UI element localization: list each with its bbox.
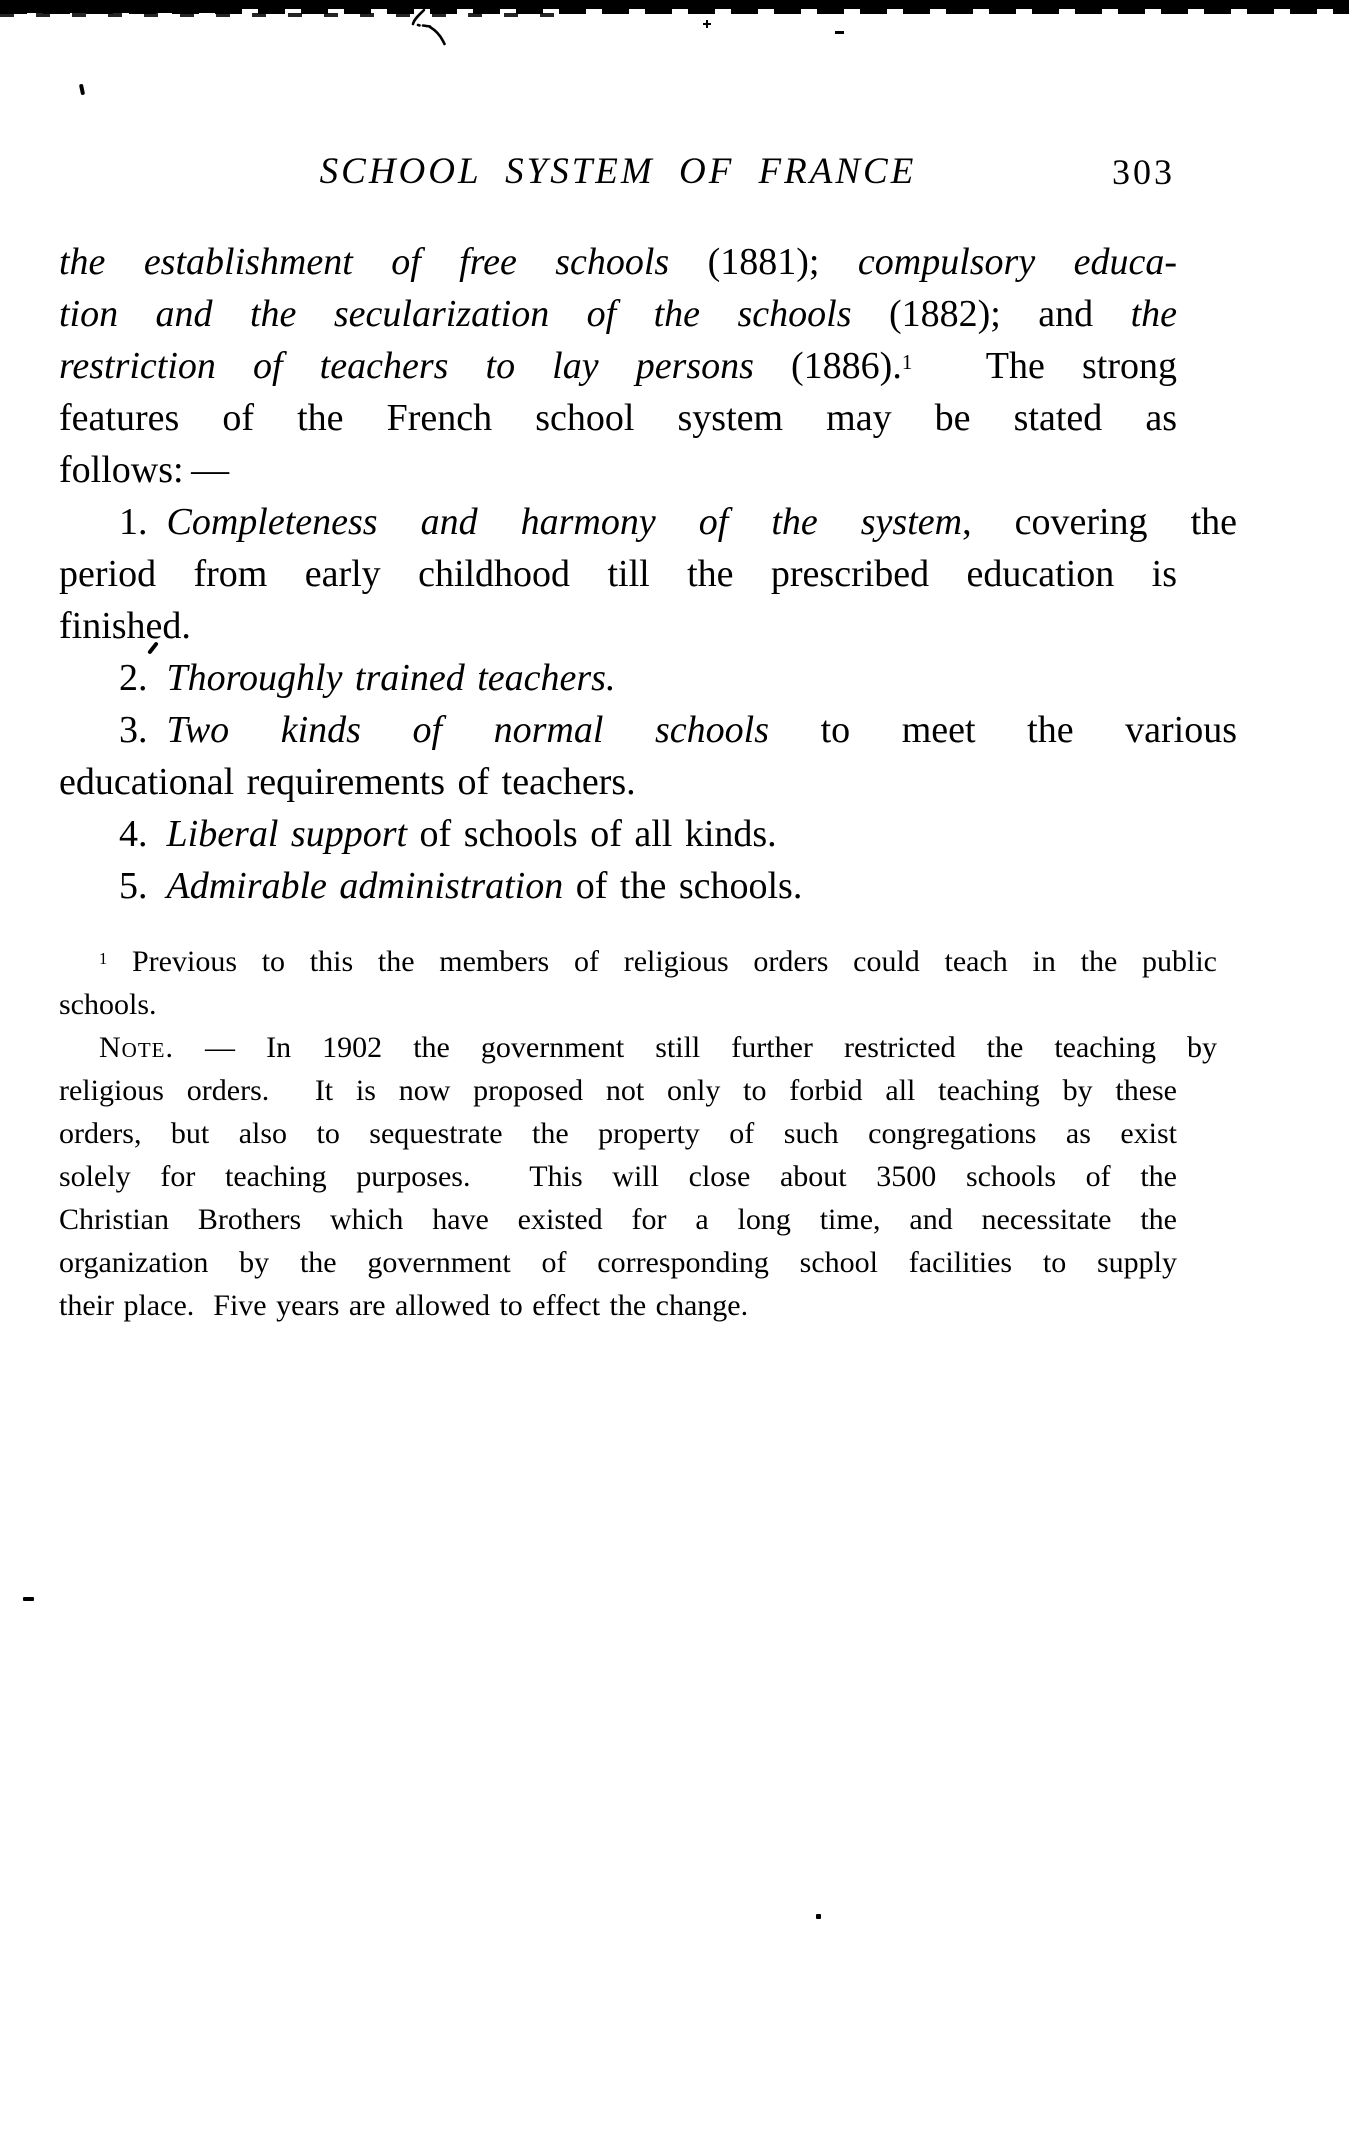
text-line bbox=[59, 940, 1217, 983]
text-run: the establishment of free schools bbox=[59, 241, 708, 283]
text-run: their place. Five years are allowed to effect the change. bbox=[59, 1289, 749, 1322]
text-line bbox=[59, 600, 1177, 652]
text-run: compulsory educa- bbox=[857, 241, 1177, 283]
text-run: Liberal support bbox=[166, 813, 408, 855]
text-line bbox=[59, 236, 1177, 288]
page-number: 303 bbox=[1112, 152, 1175, 192]
text-run: features of the French school system may be stated as bbox=[59, 397, 1177, 439]
text-run: Christian Brothers which have existed for a long time, and necessitate the bbox=[59, 1203, 1177, 1236]
text-run: Previous to this the members of religious orders could teach in the public bbox=[107, 945, 1217, 978]
text-line bbox=[59, 496, 1237, 548]
text-line bbox=[59, 444, 1177, 496]
text-line bbox=[59, 1112, 1177, 1155]
text-run: Completeness and harmony of the system bbox=[166, 501, 963, 543]
text-line bbox=[59, 548, 1177, 600]
text-run: restriction of teachers to lay persons bbox=[59, 345, 792, 387]
scan-dash-artifact bbox=[23, 1597, 34, 1601]
scan-top-bar-dashes-left bbox=[0, 13, 560, 17]
scan-speck bbox=[703, 20, 711, 28]
text-line bbox=[59, 808, 1237, 860]
text-run: Admirable administration bbox=[166, 865, 564, 907]
text-run: 4. bbox=[119, 813, 167, 855]
text-run: 2. bbox=[119, 657, 167, 699]
text-run: religious orders. It is now proposed not only to forbid all teaching by these bbox=[59, 1074, 1177, 1107]
text-run: period from early childhood till the prescribed education is bbox=[59, 553, 1177, 595]
text-run: (1881); bbox=[707, 241, 858, 283]
text-line bbox=[59, 652, 1237, 704]
text-run: finished. bbox=[59, 605, 191, 647]
text-run: 1. bbox=[119, 501, 167, 543]
text-run: the bbox=[1130, 293, 1177, 335]
text-line bbox=[59, 1241, 1177, 1284]
text-run: Note. bbox=[99, 1031, 174, 1064]
text-line bbox=[59, 288, 1177, 340]
main-text-block bbox=[59, 236, 1237, 912]
footnote-block bbox=[59, 940, 1217, 1327]
text-run: , covering the bbox=[962, 501, 1237, 543]
scan-dot-artifact bbox=[816, 1914, 821, 1919]
text-run: of schools of all kinds. bbox=[407, 813, 777, 855]
text-line bbox=[59, 983, 1177, 1026]
text-run: organization by the government of corresponding school facilities to supply bbox=[59, 1246, 1177, 1279]
text-line bbox=[59, 340, 1177, 392]
text-run: Thoroughly trained teachers. bbox=[166, 657, 616, 699]
text-run: Two kinds of normal schools bbox=[166, 709, 770, 751]
running-title: SCHOOL SYSTEM OF FRANCE bbox=[319, 151, 917, 192]
text-run: educational requirements of teachers. bbox=[59, 761, 636, 803]
text-run: orders, but also to sequestrate the property of such congregations as exist bbox=[59, 1117, 1177, 1150]
text-line bbox=[59, 1284, 1177, 1327]
text-line bbox=[59, 1026, 1217, 1069]
text-run: tion and the secularization of the schools bbox=[59, 293, 889, 335]
text-run: — In 1902 the government still further restricted the teaching by bbox=[174, 1031, 1217, 1064]
text-line bbox=[59, 756, 1177, 808]
text-run: The strong bbox=[912, 345, 1177, 387]
text-line bbox=[59, 392, 1177, 444]
text-line bbox=[59, 1155, 1177, 1198]
scan-speck bbox=[79, 84, 85, 96]
page-header bbox=[59, 150, 1177, 196]
text-run: (1882); and bbox=[888, 293, 1131, 335]
text-line bbox=[59, 860, 1237, 912]
text-run: 5. bbox=[119, 865, 167, 907]
text-run: follows: — bbox=[59, 449, 230, 491]
text-run: of the schools. bbox=[563, 865, 803, 907]
text-run: 3. bbox=[119, 709, 167, 751]
scan-pen-squiggle-artifact bbox=[405, 5, 455, 51]
footnote-marker: 1 bbox=[99, 948, 108, 968]
text-run: schools. bbox=[59, 988, 157, 1021]
text-run: (1886). bbox=[791, 345, 902, 387]
footnote-marker: 1 bbox=[901, 349, 913, 374]
text-run: to meet the various bbox=[769, 709, 1237, 751]
text-line bbox=[59, 1069, 1177, 1112]
text-line bbox=[59, 1198, 1177, 1241]
scan-speck bbox=[835, 31, 844, 34]
text-run: solely for teaching purposes. This will close about 3500 schools of the bbox=[59, 1160, 1177, 1193]
text-line bbox=[59, 704, 1237, 756]
